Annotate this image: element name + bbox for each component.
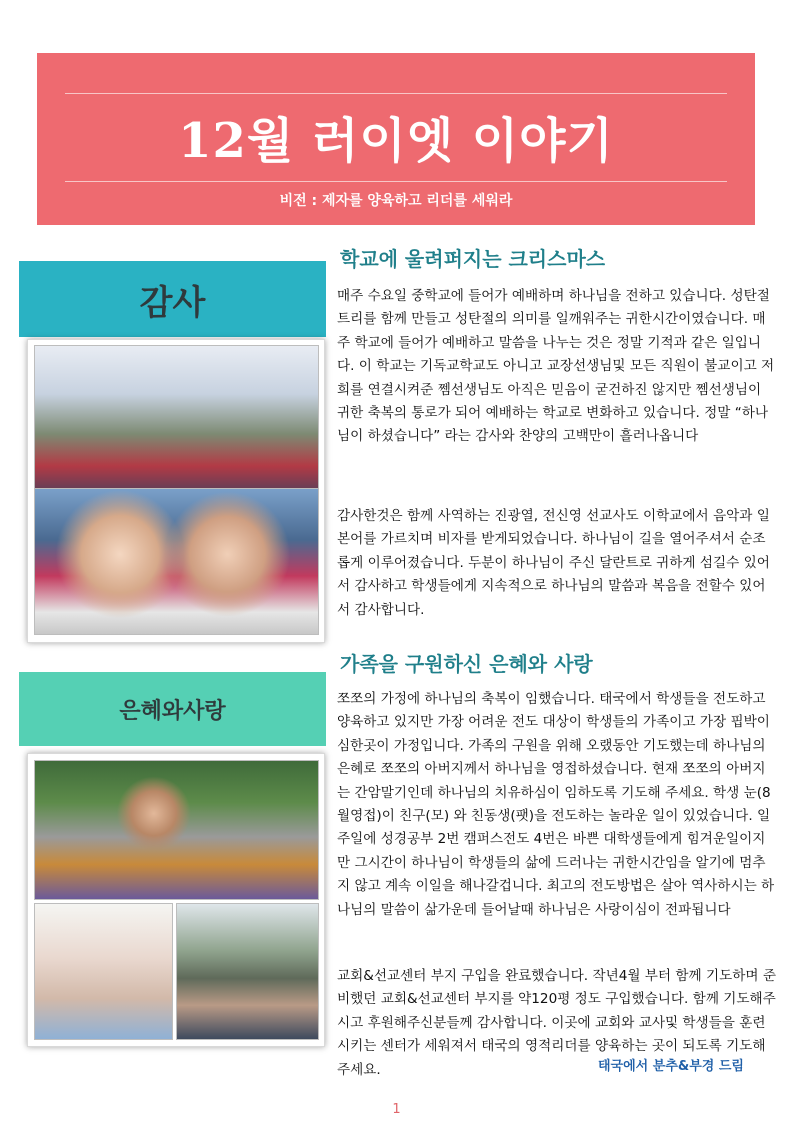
page-title: 12월 러이엣 이야기 bbox=[178, 113, 614, 169]
grace-label: 은혜와사랑 bbox=[119, 698, 226, 724]
gamsa-label-box bbox=[19, 261, 326, 337]
section-title-family: 가족을 구원하신 은혜와 사랑 bbox=[340, 652, 593, 676]
gamsa-label: 감사 bbox=[139, 282, 206, 323]
newsletter-header bbox=[37, 53, 755, 225]
section-title-christmas: 학교에 울려퍼지는 크리스마스 bbox=[340, 247, 606, 271]
photo-cafe-group bbox=[34, 903, 173, 1040]
family-paragraph-2: 교회&선교센터 부지 구입을 완료했습니다. 작년4월 부터 함께 기도하며 준비했던 교회&선교센터 부지를 약120평 정도 구입했습니다. 함께 기도해주시고 후원해주신분들께 감사합니다. 이곳에 교회와 교사및 학생들을 훈련시키는 센터가 세워져서 태국의 영적리더를 양육하는 곳이 되도록 기도해주세요. bbox=[337, 968, 776, 1078]
header-bottom-rule bbox=[65, 181, 727, 182]
photo-prayer bbox=[34, 760, 319, 900]
photo-two-students bbox=[34, 488, 319, 635]
vision-statement: 비전 : 제자를 양육하고 리더를 세워라 bbox=[279, 193, 513, 209]
christmas-paragraph-1: 매주 수요일 중학교에 들어가 예배하며 하나님을 전하고 있습니다. 성탄절 트리를 함께 만들고 성탄절의 의미를 일깨워주는 귀한시간이였습니다. 매주 학교에 들어가 예배하고 말씀을 나누는 것은 정말 기적과 같은 일입니다. 이 학교는 기독교학교도 아니고 교장선생님및 모든 직원이 불교이고 저희를 연결시켜준 쩸선생님도 아직은 믿음이 굳건하진 않지만 쩸선생님이 귀한 축복의 통로가 되어 예배하는 학교로 변화하고 있습니다. 정말 “하나님이 하셨습니다” 라는 감사와 찬양의 고백만이 흘러나옵니다 bbox=[337, 288, 775, 445]
header-top-rule bbox=[65, 93, 727, 94]
grace-label-box bbox=[19, 672, 326, 746]
family-paragraph-1: 쪼쪼의 가정에 하나님의 축복이 임했습니다. 태국에서 학생들을 전도하고 양육하고 있지만 가장 어려운 전도 대상이 학생들의 가족이고 가장 핍박이 심한곳이 가정입니다. 가족의 구원을 위해 오랬동안 기도했는데 하나님의 은혜로 쪼쪼의 아버지께서 하나님을 영접하셨습니다. 현재 쪼쪼의 아버지는 간암말기인데 하나님의 치유하심이 임하도록 기도해 주세요. 학생 눈(8월영접)이 친구(모) 와 친동생(팻)을 전도하는 놀라운 일이 있었습니다. 일주일에 성경공부 2번 캠퍼스전도 4번은 바쁜 대학생들에게 힘겨운일이지만 그시간이 하나님이 학생들의 삶에 드러나는 귀한시간임을 알기에 멈추지 않고 계속 이일을 해나갈겁니다. 최고의 전도방법은 살아 역사하시는 하나님의 말씀이 삶가운데 들어날때 하나님은 사랑이심이 전파됩니다 bbox=[337, 691, 775, 918]
signature: 태국에서 분추&부경 드림 bbox=[598, 1059, 744, 1074]
photo-outdoor-group bbox=[176, 903, 319, 1040]
page-number: 1 bbox=[392, 1102, 401, 1117]
christmas-paragraph-2: 감사한것은 함께 사역하는 진광열, 전신영 선교사도 이학교에서 음악과 일본어를 가르치며 비자를 받게되었습니다. 하나님이 길을 열어주셔서 순조롭게 이루어졌습니다. 두분이 하나님이 주신 달란트로 귀하게 섬길수 있어서 감사하고 학생들에게 지속적으로 하나님의 말씀과 복음을 전할수 있어서 감사합니다. bbox=[337, 508, 770, 618]
photo-school-group bbox=[34, 345, 319, 507]
